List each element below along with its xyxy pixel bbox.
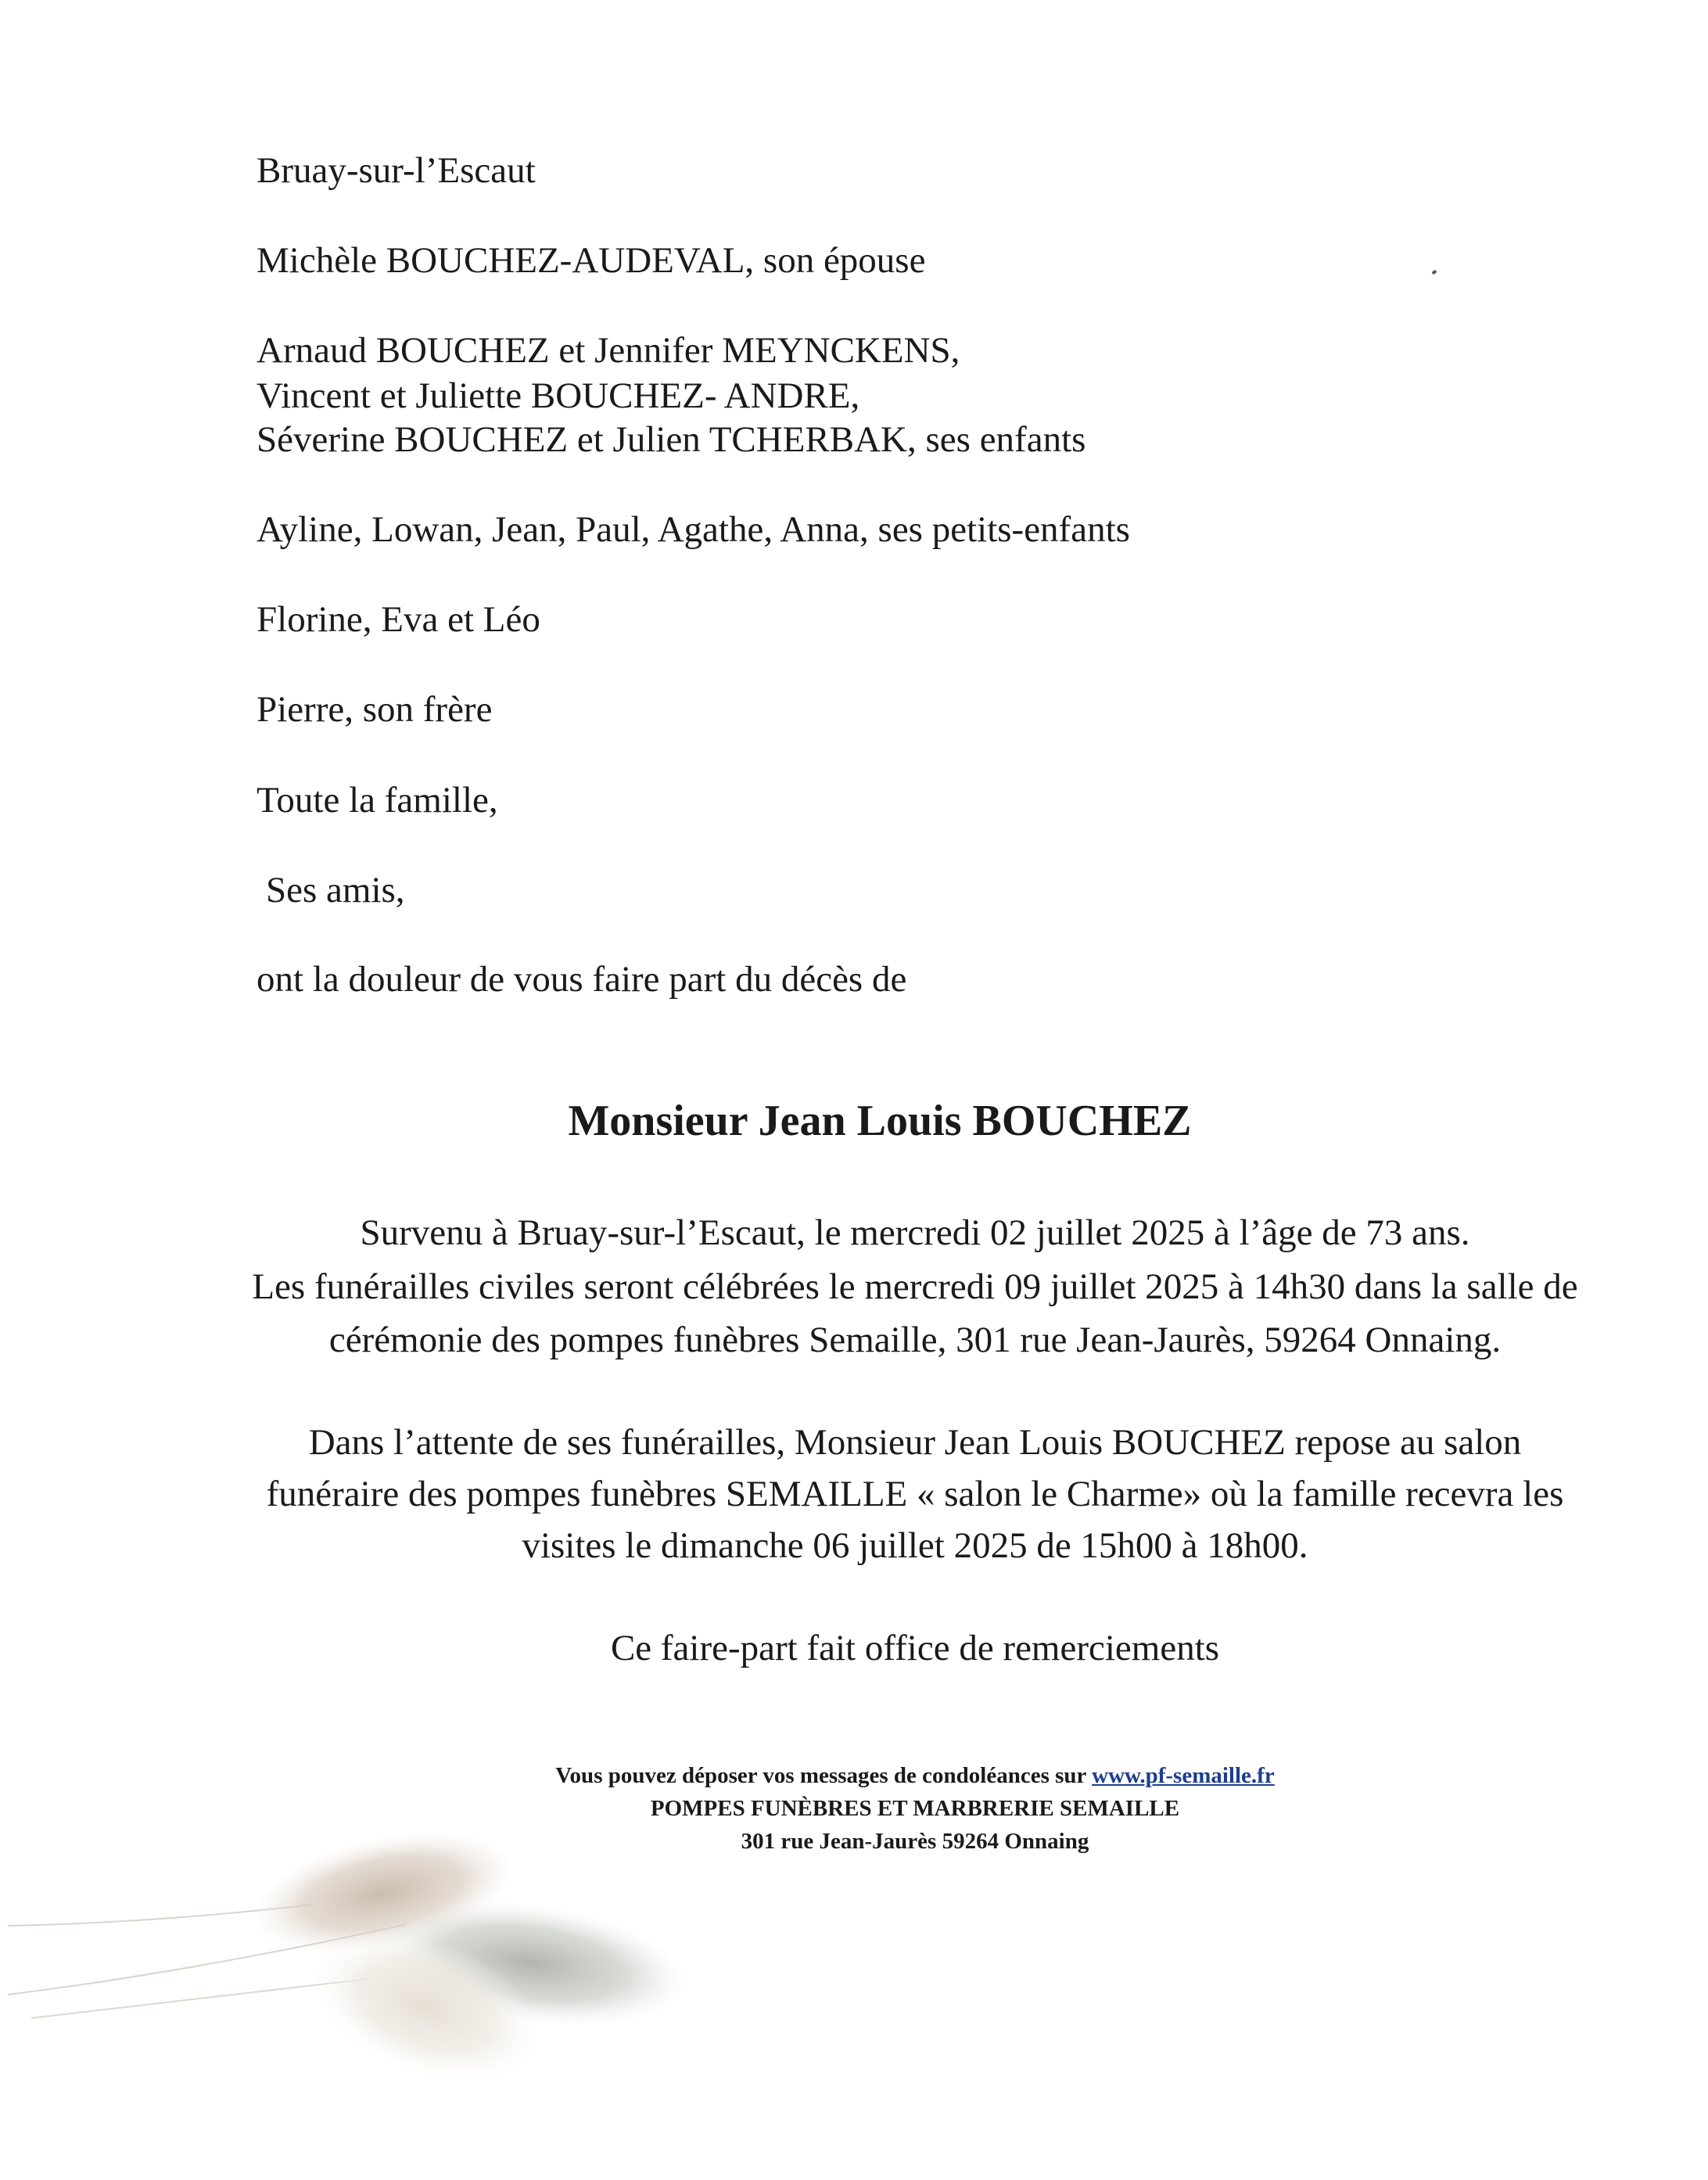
dried-grass-decoration bbox=[0, 1830, 735, 2112]
details-line-2: Les funérailles civiles seront célébrées le mercredi 09 juillet 2025 à 14h30 dans la salle de bbox=[252, 1266, 1578, 1307]
children-line-3: Séverine BOUCHEZ et Julien TCHERBAK, ses enfants bbox=[257, 419, 1086, 460]
visit-line-1: Dans l’attente de ses funérailles, Monsieur Jean Louis BOUCHEZ repose au salon bbox=[308, 1422, 1522, 1463]
names-line: Florine, Eva et Léo bbox=[257, 599, 540, 640]
visit-line-2: funéraire des pompes funèbres SEMAILLE « salon le Charme» où la famille recevra les bbox=[266, 1474, 1564, 1514]
location-line: Bruay-sur-l’Escaut bbox=[257, 150, 536, 191]
condolences-line bbox=[0, 1759, 1708, 1792]
children-line-1: Arnaud BOUCHEZ et Jennifer MEYNCKENS, bbox=[257, 330, 960, 371]
spouse-line: Michèle BOUCHEZ-AUDEVAL, son épouse bbox=[257, 240, 926, 281]
children-line-2: Vincent et Juliette BOUCHEZ- ANDRE, bbox=[257, 375, 860, 416]
company-address: 301 rue Jean-Jaurès 59264 Onnaing bbox=[741, 1829, 1089, 1854]
thanks-line: Ce faire-part fait office de remerciements bbox=[610, 1628, 1220, 1668]
details-line-1: Survenu à Bruay-sur-l’Escaut, le mercredi 02 juillet 2025 à l’âge de 73 ans. bbox=[360, 1212, 1470, 1253]
brother-line: Pierre, son frère bbox=[257, 689, 493, 730]
family-line: Toute la famille, bbox=[257, 780, 498, 821]
scan-speck bbox=[1431, 270, 1437, 275]
company-name: POMPES FUNÈBRES ET MARBRERIE SEMAILLE bbox=[650, 1796, 1180, 1821]
friends-line: Ses amis, bbox=[266, 870, 405, 910]
deceased-name-title: Monsieur Jean Louis BOUCHEZ bbox=[568, 1097, 1192, 1145]
details-line-3: cérémonie des pompes funèbres Semaille, 301 rue Jean-Jaurès, 59264 Onnaing. bbox=[328, 1320, 1502, 1360]
announcement-line: ont la douleur de vous faire part du décès de bbox=[257, 959, 907, 1000]
visit-line-3: visites le dimanche 06 juillet 2025 de 15h00 à 18h00. bbox=[522, 1525, 1308, 1566]
grandchildren-line: Ayline, Lowan, Jean, Paul, Agathe, Anna, ses petits-enfants bbox=[257, 509, 1130, 550]
website-link[interactable]: www.pf-semaille.fr bbox=[1092, 1763, 1275, 1788]
condolences-text: Vous pouvez déposer vos messages de condoléances sur bbox=[555, 1763, 1086, 1788]
